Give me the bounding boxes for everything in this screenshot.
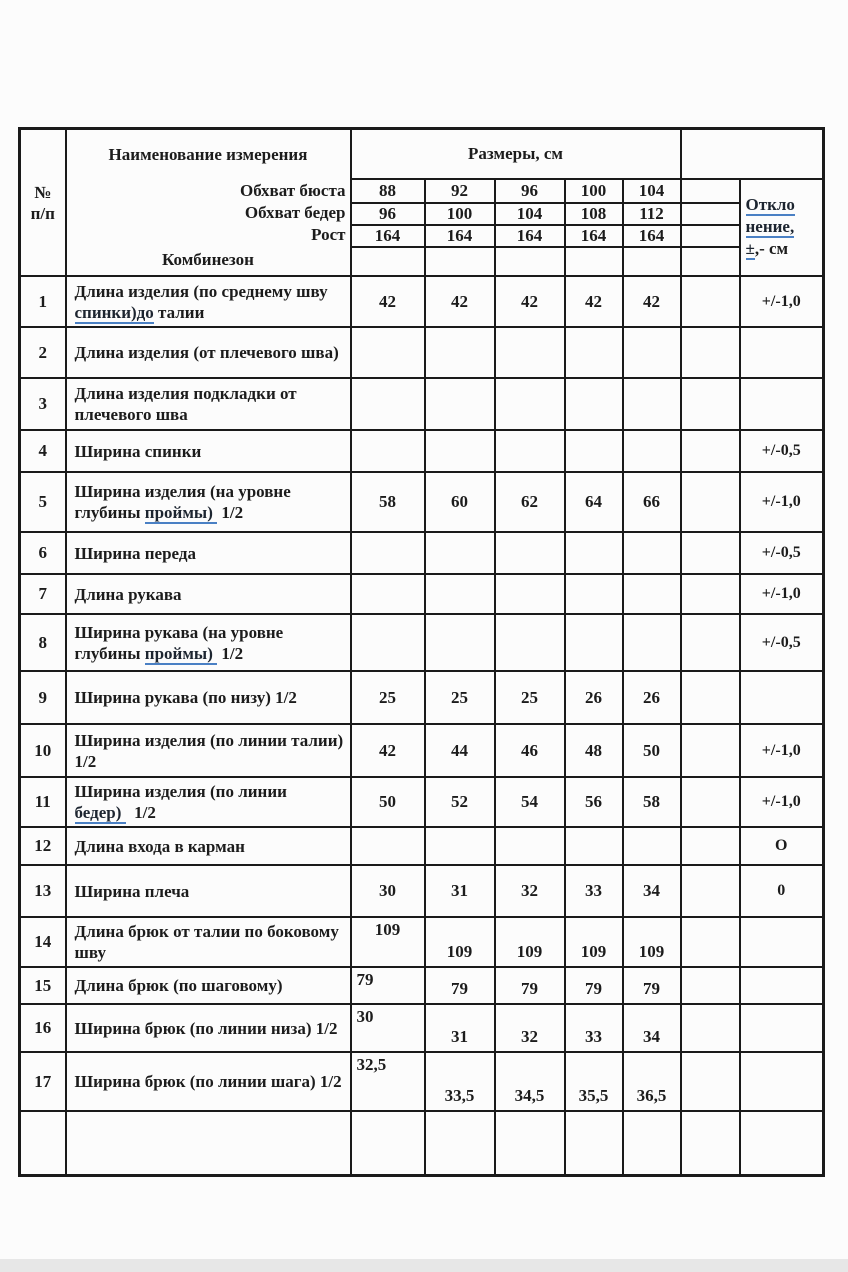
cell-size-value: 31	[425, 865, 495, 917]
row-label-hips: Обхват бедер	[244, 203, 346, 222]
cell-size-value: 109	[495, 917, 565, 967]
cell-size-value	[565, 532, 623, 574]
cell-size-value: 44	[425, 724, 495, 777]
cell-size-value: 34	[623, 865, 681, 917]
cell-size-value: 54	[495, 777, 565, 827]
cell-size-value	[425, 827, 495, 865]
deviation-plus-minus-sign: ±	[745, 239, 755, 259]
cell-size-value: 56	[565, 777, 623, 827]
cell-size-value: 33,5	[425, 1052, 495, 1111]
cell-size-value: 30	[351, 1004, 425, 1052]
cell-size-value: 31	[425, 1004, 495, 1052]
cell-deviation	[740, 671, 824, 724]
cell-size-value	[495, 614, 565, 671]
cell-measurement-name	[66, 327, 351, 378]
cell-size-value	[495, 378, 565, 430]
measurement-name-part: 1/2	[125, 803, 156, 822]
table-row	[20, 1052, 824, 1111]
cell-size-value	[565, 827, 623, 865]
spacer-cell	[565, 247, 623, 276]
measurement-name-part: Ширина плеча	[74, 881, 190, 901]
cell-measurement-name	[66, 532, 351, 574]
cell-measurement-name	[66, 865, 351, 917]
cell-size-value	[623, 430, 681, 472]
cell-gap	[681, 724, 740, 777]
cell-gap	[681, 1111, 740, 1175]
cell-size-value: 33	[565, 865, 623, 917]
cell-size-value	[495, 827, 565, 865]
cell-height-value: 164	[425, 225, 495, 247]
cell-size-value: 34	[623, 1004, 681, 1052]
cell-size-value: 25	[351, 671, 425, 724]
cell-size-value: 64	[565, 472, 623, 532]
cell-measurement-name	[66, 276, 351, 327]
cell-size-value: 62	[495, 472, 565, 532]
cell-size-value: 42	[425, 276, 495, 327]
cell-gap	[681, 827, 740, 865]
cell-row-number: 8	[20, 614, 66, 671]
cell-row-number: 3	[20, 378, 66, 430]
measurement-name-part: Длина входа в карман	[74, 836, 245, 856]
cell-deviation: +/-1,0	[740, 472, 824, 532]
cell-measurement-name	[66, 1052, 351, 1111]
measurement-name-underlined-part: бедер)	[74, 803, 126, 822]
cell-size-value	[565, 1111, 623, 1175]
cell-size-value	[495, 430, 565, 472]
measurement-table	[18, 127, 825, 1177]
header-top-row	[20, 129, 824, 179]
measurement-name-part: Ширина брюк (по линии низа) 1/2	[74, 1018, 338, 1038]
cell-size-value: 50	[623, 724, 681, 777]
measurement-name-part: 1/2	[217, 503, 244, 522]
cell-size-value	[425, 532, 495, 574]
cell-gap	[681, 179, 740, 204]
measurement-name-part: Ширина брюк (по линии шага) 1/2	[74, 1072, 342, 1091]
cell-size-value	[565, 327, 623, 378]
cell-size-value	[495, 532, 565, 574]
table-row	[20, 378, 824, 430]
cell-gap	[681, 1052, 740, 1111]
cell-bust-size: 96	[495, 179, 565, 204]
table-row	[20, 472, 824, 532]
cell-size-value: 32,5	[351, 1052, 425, 1111]
measurement-name-part: Длина рукава	[74, 584, 182, 604]
cell-gap	[681, 472, 740, 532]
cell-row-number: 5	[20, 472, 66, 532]
table-row	[20, 967, 824, 1004]
cell-size-value: 58	[351, 472, 425, 532]
cell-size-value	[623, 574, 681, 614]
cell-size-value: 26	[565, 671, 623, 724]
group-label-jumpsuit: Комбинезон	[162, 250, 254, 269]
deviation-header-line2	[746, 216, 823, 238]
deviation-units: ,- см	[754, 239, 789, 259]
cell-hip-size: 104	[495, 203, 565, 225]
table-row	[20, 327, 824, 378]
cell-row-number: 14	[20, 917, 66, 967]
cell-size-value: 48	[565, 724, 623, 777]
cell-deviation	[740, 1052, 824, 1111]
cell-row-number: 11	[20, 777, 66, 827]
cell-gap	[681, 671, 740, 724]
cell-row-number: 15	[20, 967, 66, 1004]
cell-row-number: 1	[20, 276, 66, 327]
table-row	[20, 276, 824, 327]
cell-deviation	[740, 1004, 824, 1052]
cell-row-number: 10	[20, 724, 66, 777]
cell-bust-size: 88	[351, 179, 425, 204]
cell-size-value: 35,5	[565, 1052, 623, 1111]
cell-size-value: 42	[565, 276, 623, 327]
measurement-name-part: Длина брюк от талии по боковому шву	[74, 922, 339, 962]
cell-measurement-name	[66, 724, 351, 777]
cell-size-value: 42	[623, 276, 681, 327]
cell-measurement-name	[66, 777, 351, 827]
cell-size-value	[351, 327, 425, 378]
spacer-cell	[623, 247, 681, 276]
cell-size-value	[425, 614, 495, 671]
cell-measurement-name	[66, 827, 351, 865]
cell-size-value: 25	[495, 671, 565, 724]
sizes-header: Размеры, см	[351, 129, 681, 179]
cell-measurement-name	[66, 1111, 351, 1175]
cell-row-number: 12	[20, 827, 66, 865]
table-row	[20, 865, 824, 917]
cell-gap	[681, 276, 740, 327]
cell-size-value: 36,5	[623, 1052, 681, 1111]
page-bottom-edge	[0, 1259, 848, 1272]
cell-deviation: +/-1,0	[740, 724, 824, 777]
deviation-header-line1	[746, 194, 823, 216]
deviation-header	[740, 179, 824, 277]
measurement-name-part: Ширина рукава (на уровне глубины	[74, 622, 284, 663]
cell-size-value: 33	[565, 1004, 623, 1052]
column-header-num	[20, 129, 66, 277]
cell-size-value: 32	[495, 1004, 565, 1052]
cell-height-value: 164	[623, 225, 681, 247]
cell-deviation: +/-1,0	[740, 276, 824, 327]
table-row	[20, 574, 824, 614]
cell-hip-size: 112	[623, 203, 681, 225]
measurement-name-part: Длина изделия (по среднему шву	[74, 281, 328, 301]
cell-measurement-name	[66, 430, 351, 472]
measurement-name-part: Ширина изделия (на уровне глубины	[74, 482, 291, 522]
cell-gap	[681, 967, 740, 1004]
spacer-cell	[495, 247, 565, 276]
cell-gap	[681, 378, 740, 430]
cell-size-value	[351, 378, 425, 430]
measurement-name-part: Ширина переда	[74, 543, 196, 563]
table-row	[20, 917, 824, 967]
cell-size-value: 50	[351, 777, 425, 827]
cell-size-value: 42	[351, 276, 425, 327]
cell-size-value: 34,5	[495, 1052, 565, 1111]
measurement-name-part: Ширина изделия (по линии талии) 1/2	[74, 730, 344, 771]
cell-size-value: 25	[425, 671, 495, 724]
cell-row-number: 16	[20, 1004, 66, 1052]
cell-size-value	[623, 327, 681, 378]
cell-gap	[681, 574, 740, 614]
name-header-title: Наименование измерения	[108, 145, 308, 164]
cell-gap	[681, 327, 740, 378]
cell-gap	[681, 225, 740, 247]
cell-size-value: 60	[425, 472, 495, 532]
measurement-name-part: Длина изделия (от плечевого шва)	[74, 343, 339, 362]
cell-size-value: 46	[495, 724, 565, 777]
cell-size-value: 109	[425, 917, 495, 967]
cell-hip-size: 100	[425, 203, 495, 225]
cell-size-value	[623, 378, 681, 430]
cell-gap	[681, 777, 740, 827]
cell-size-value: 66	[623, 472, 681, 532]
table-row	[20, 1004, 824, 1052]
cell-deviation: +/-1,0	[740, 574, 824, 614]
deviation-header-line3	[746, 238, 823, 260]
cell-size-value: 79	[495, 967, 565, 1004]
cell-deviation: 0	[740, 865, 824, 917]
cell-size-value	[425, 430, 495, 472]
measurement-name-part: Длина изделия подкладки от плечевого шва	[74, 384, 297, 424]
cell-size-value	[425, 378, 495, 430]
cell-deviation	[740, 967, 824, 1004]
cell-deviation: +/-1,0	[740, 777, 824, 827]
cell-bust-size: 92	[425, 179, 495, 204]
table-row	[20, 430, 824, 472]
cell-size-value: 109	[623, 917, 681, 967]
cell-height-value: 164	[351, 225, 425, 247]
cell-hip-size: 96	[351, 203, 425, 225]
spacer-cell	[425, 247, 495, 276]
cell-bust-size: 100	[565, 179, 623, 204]
cell-size-value	[425, 574, 495, 614]
measurement-name-part: Ширина спинки	[74, 441, 202, 461]
cell-row-number: 7	[20, 574, 66, 614]
table-row	[20, 532, 824, 574]
cell-size-value: 79	[623, 967, 681, 1004]
cell-size-value: 79	[351, 967, 425, 1004]
cell-size-value	[351, 827, 425, 865]
row-label-bust: Обхват бюста	[239, 181, 346, 200]
cell-row-number: 2	[20, 327, 66, 378]
cell-measurement-name	[66, 917, 351, 967]
cell-row-number: 9	[20, 671, 66, 724]
num-header-line2: п/п	[30, 203, 55, 223]
cell-gap	[681, 1004, 740, 1052]
cell-measurement-name	[66, 671, 351, 724]
cell-size-value	[425, 1111, 495, 1175]
cell-measurement-name	[66, 614, 351, 671]
cell-gap	[681, 247, 740, 276]
cell-deviation	[740, 1111, 824, 1175]
cell-row-number: 17	[20, 1052, 66, 1111]
cell-size-value	[565, 574, 623, 614]
cell-measurement-name	[66, 472, 351, 532]
column-header-name	[66, 129, 351, 277]
cell-size-value	[351, 614, 425, 671]
cell-gap	[681, 865, 740, 917]
cell-size-value	[565, 430, 623, 472]
cell-deviation: О	[740, 827, 824, 865]
deviation-word-part2: нение,	[745, 217, 795, 237]
cell-size-value: 79	[565, 967, 623, 1004]
cell-hip-size: 108	[565, 203, 623, 225]
cell-size-value: 30	[351, 865, 425, 917]
cell-size-value	[565, 614, 623, 671]
cell-gap	[681, 430, 740, 472]
cell-size-value	[351, 532, 425, 574]
cell-size-value	[623, 532, 681, 574]
cell-gap	[681, 614, 740, 671]
measurement-name-part: талии	[153, 302, 205, 322]
cell-height-value: 164	[495, 225, 565, 247]
cell-bust-size: 104	[623, 179, 681, 204]
row-label-height: Рост	[311, 225, 346, 244]
cell-row-number	[20, 1111, 66, 1175]
measurement-name-underlined-part: проймы)	[144, 643, 218, 663]
cell-size-value: 26	[623, 671, 681, 724]
measurement-name-part: Ширина изделия (по линии	[74, 782, 287, 801]
cell-deviation: +/-0,5	[740, 614, 824, 671]
table-row	[20, 724, 824, 777]
measurement-name-part: Ширина рукава (по низу) 1/2	[74, 688, 297, 707]
table-row	[20, 614, 824, 671]
cell-deviation	[740, 917, 824, 967]
cell-deviation: +/-0,5	[740, 430, 824, 472]
cell-size-value: 52	[425, 777, 495, 827]
cell-gap	[681, 203, 740, 225]
cell-size-value	[495, 327, 565, 378]
cell-size-value	[495, 574, 565, 614]
cell-size-value	[623, 614, 681, 671]
deviation-word-part1: Откло	[745, 195, 795, 215]
cell-row-number: 6	[20, 532, 66, 574]
cell-size-value	[565, 378, 623, 430]
cell-size-value: 58	[623, 777, 681, 827]
cell-size-value	[495, 1111, 565, 1175]
cell-measurement-name	[66, 1004, 351, 1052]
cell-size-value: 32	[495, 865, 565, 917]
table-row	[20, 777, 824, 827]
num-header-line1: №	[34, 182, 52, 202]
header-top-right-cell	[681, 129, 824, 179]
table-row	[20, 827, 824, 865]
cell-size-value	[623, 827, 681, 865]
measurement-name-underlined-part: проймы)	[144, 503, 218, 522]
table-header	[20, 129, 824, 277]
cell-measurement-name	[66, 378, 351, 430]
cell-size-value: 109	[351, 917, 425, 967]
cell-measurement-name	[66, 574, 351, 614]
cell-deviation	[740, 327, 824, 378]
cell-size-value	[351, 430, 425, 472]
cell-gap	[681, 532, 740, 574]
table-row	[20, 671, 824, 724]
measurement-name-part: 1/2	[217, 643, 244, 663]
cell-row-number: 13	[20, 865, 66, 917]
cell-deviation: +/-0,5	[740, 532, 824, 574]
measurement-name-underlined-part: спинки)до	[74, 302, 154, 322]
cell-gap	[681, 917, 740, 967]
cell-deviation	[740, 378, 824, 430]
cell-size-value: 109	[565, 917, 623, 967]
spacer-cell	[351, 247, 425, 276]
measurement-name-part: Длина брюк (по шаговому)	[74, 976, 283, 995]
cell-size-value: 42	[351, 724, 425, 777]
table-row	[20, 1111, 824, 1175]
cell-size-value	[351, 574, 425, 614]
cell-size-value	[623, 1111, 681, 1175]
table-body	[20, 276, 824, 1175]
cell-measurement-name	[66, 967, 351, 1004]
cell-size-value	[425, 327, 495, 378]
cell-height-value: 164	[565, 225, 623, 247]
cell-row-number: 4	[20, 430, 66, 472]
cell-size-value: 42	[495, 276, 565, 327]
cell-size-value: 79	[425, 967, 495, 1004]
cell-size-value	[351, 1111, 425, 1175]
